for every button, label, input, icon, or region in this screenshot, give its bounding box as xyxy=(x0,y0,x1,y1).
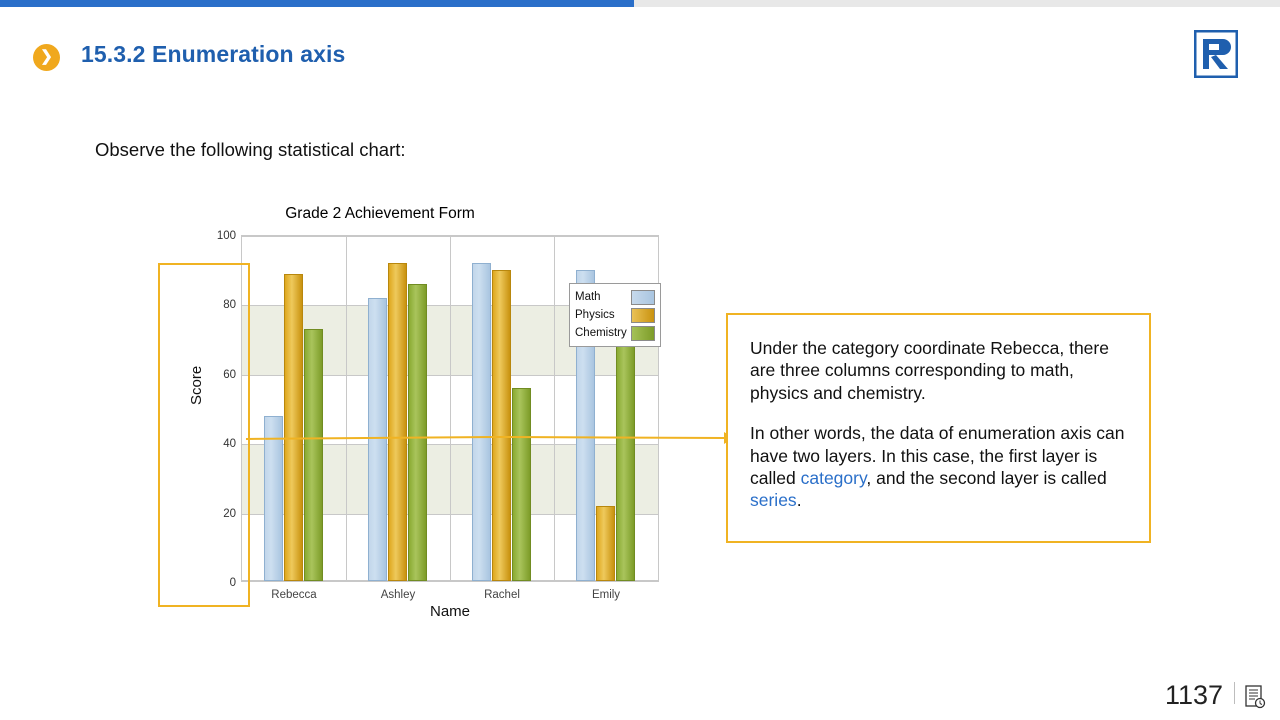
top-accent-bar-right xyxy=(634,0,1280,7)
chevron-right-icon: ❯ xyxy=(33,44,60,71)
callout-p2-part2: , and the second layer is called xyxy=(866,467,1107,488)
x-tick-label-rebecca: Rebecca xyxy=(271,589,317,601)
keyword-category: category xyxy=(800,467,867,488)
top-accent-bar-left xyxy=(0,0,634,7)
y-tick-label: 100 xyxy=(216,230,236,242)
explanation-callout xyxy=(726,313,1151,543)
chart-x-axis-title: Name xyxy=(429,603,470,620)
legend-swatch-math xyxy=(631,290,655,305)
y-tick-label: 60 xyxy=(223,368,236,381)
bar-rachel-physics xyxy=(492,270,511,581)
document-icon xyxy=(1243,684,1267,710)
legend-label-math: Math xyxy=(575,291,601,303)
legend-item-chemistry xyxy=(575,324,655,342)
page-number: 1137 xyxy=(1164,680,1223,710)
gridline xyxy=(450,236,451,581)
y-tick-label: 40 xyxy=(223,438,236,451)
y-tick-label: 80 xyxy=(223,299,236,312)
callout-paragraph-2 xyxy=(750,422,1127,512)
callout-p2-part1: In other words, the data of enumeration axis can have two layers. In this case, the first layer is called xyxy=(750,423,1125,488)
bar-rebecca-chemistry xyxy=(304,329,323,581)
gridline xyxy=(346,236,347,581)
legend-item-math xyxy=(575,288,655,306)
page-title: 15.3.2 Enumeration axis xyxy=(81,41,346,67)
legend-label-chemistry: Chemistry xyxy=(575,327,627,339)
bar-rebecca-math xyxy=(264,416,283,581)
brand-logo-icon xyxy=(1194,30,1238,78)
bar-ashley-chemistry xyxy=(408,284,427,581)
chart-title: Grade 2 Achievement Form xyxy=(285,205,475,222)
chart-y-axis-title: Score xyxy=(188,365,205,405)
bar-rachel-math xyxy=(472,263,491,581)
bar-ashley-math xyxy=(368,298,387,581)
intro-text: Observe the following statistical chart: xyxy=(95,139,406,160)
bar-rebecca-physics xyxy=(284,274,303,581)
footer-divider xyxy=(1234,682,1235,704)
y-tick-label: 20 xyxy=(223,507,236,520)
callout-paragraph-1: Under the category coordinate Rebecca, there are three columns corresponding to math, physics and chemistry. xyxy=(750,338,1109,403)
y-tick-label: 0 xyxy=(229,577,236,589)
x-tick-label-emily: Emily xyxy=(591,589,621,601)
legend-item-physics xyxy=(575,306,655,324)
category-highlight-box xyxy=(158,263,250,607)
bar-emily-chemistry xyxy=(616,308,635,581)
bar-rachel-chemistry xyxy=(512,388,531,581)
legend-swatch-physics xyxy=(631,308,655,323)
legend-label-physics: Physics xyxy=(575,309,615,321)
chart-legend xyxy=(569,283,661,347)
bar-ashley-physics xyxy=(388,263,407,581)
bar-emily-physics xyxy=(596,506,615,581)
x-tick-label-rachel: Rachel xyxy=(484,589,520,601)
callout-p2-part3: . xyxy=(796,490,802,511)
keyword-series: series xyxy=(750,490,797,511)
legend-swatch-chemistry xyxy=(631,326,655,341)
x-tick-label-ashley: Ashley xyxy=(380,589,416,601)
gridline xyxy=(554,236,555,581)
